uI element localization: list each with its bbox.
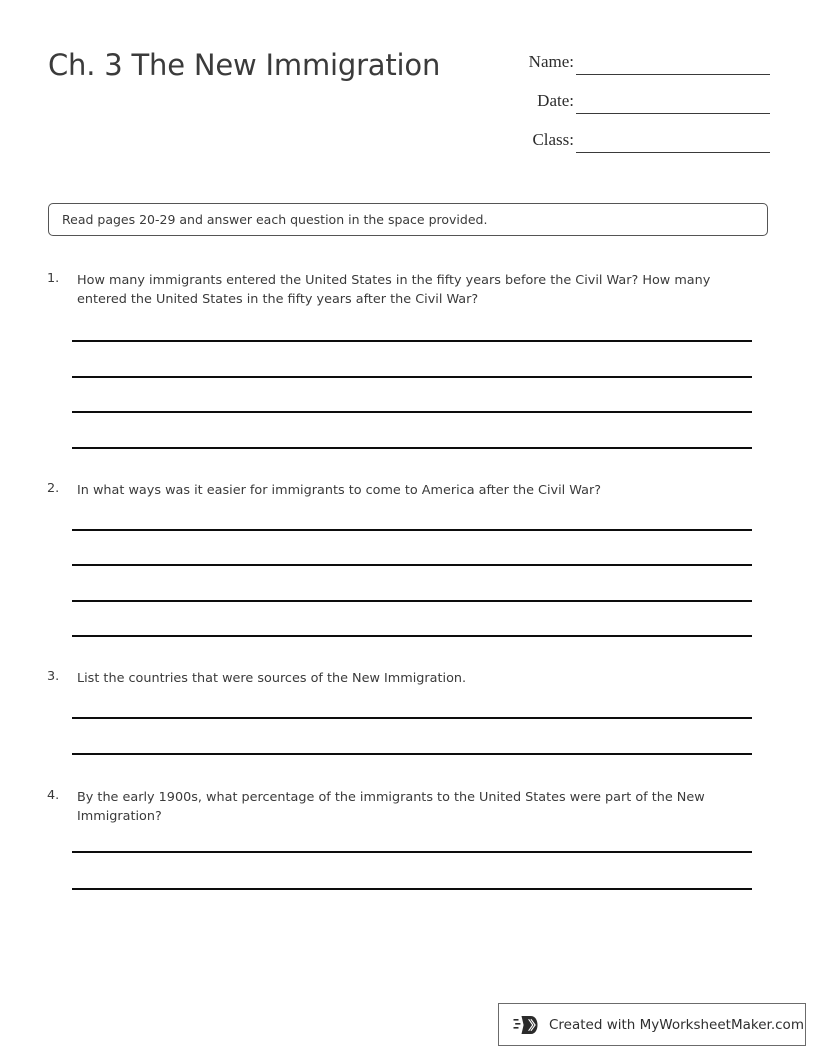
instructions-text: Read pages 20-29 and answer each question in the space provided. (62, 212, 488, 227)
badge-content (513, 1004, 804, 1045)
answer-line[interactable] (72, 888, 752, 890)
name-field-row (470, 50, 770, 89)
question-number: 4. (47, 788, 60, 803)
badge-text: Created with MyWorksheetMaker.com (549, 1016, 804, 1033)
date-field-label: Date: (537, 91, 574, 110)
answer-line[interactable] (72, 753, 752, 755)
worksheet-header (0, 0, 816, 180)
answer-line[interactable] (72, 564, 752, 566)
page-title: Ch. 3 The New Immigration (48, 48, 441, 82)
instructions-box (48, 203, 768, 236)
name-field-label: Name: (528, 52, 574, 71)
answer-line[interactable] (72, 447, 752, 449)
question-text: How many immigrants entered the United States in the fifty years before the Civil War? How many entered the United States in the fifty years after the Civil War? (77, 273, 711, 307)
date-field-row (470, 89, 770, 128)
question-number: 3. (47, 669, 60, 684)
answer-line[interactable] (72, 376, 752, 378)
student-info-block (470, 50, 770, 167)
answer-line[interactable] (72, 340, 752, 342)
class-field-label: Class: (532, 130, 574, 149)
answer-line[interactable] (72, 529, 752, 531)
answer-line[interactable] (72, 717, 752, 719)
question-text: List the countries that were sources of the New Immigration. (77, 671, 467, 686)
answer-line[interactable] (72, 851, 752, 853)
question-text: By the early 1900s, what percentage of the immigrants to the United States were part of the New Immigration? (77, 790, 705, 824)
date-input-line[interactable] (576, 113, 770, 114)
footer-attribution-badge[interactable] (498, 1003, 806, 1046)
class-field-row (470, 128, 770, 167)
answer-line[interactable] (72, 600, 752, 602)
class-input-line[interactable] (576, 152, 770, 153)
answer-line[interactable] (72, 635, 752, 637)
question-number: 1. (47, 271, 60, 286)
answer-line[interactable] (72, 411, 752, 413)
question-number: 2. (47, 481, 60, 496)
worksheet-maker-logo-icon (513, 1013, 539, 1037)
question-text: In what ways was it easier for immigrants to come to America after the Civil War? (77, 483, 602, 498)
name-input-line[interactable] (576, 74, 770, 75)
